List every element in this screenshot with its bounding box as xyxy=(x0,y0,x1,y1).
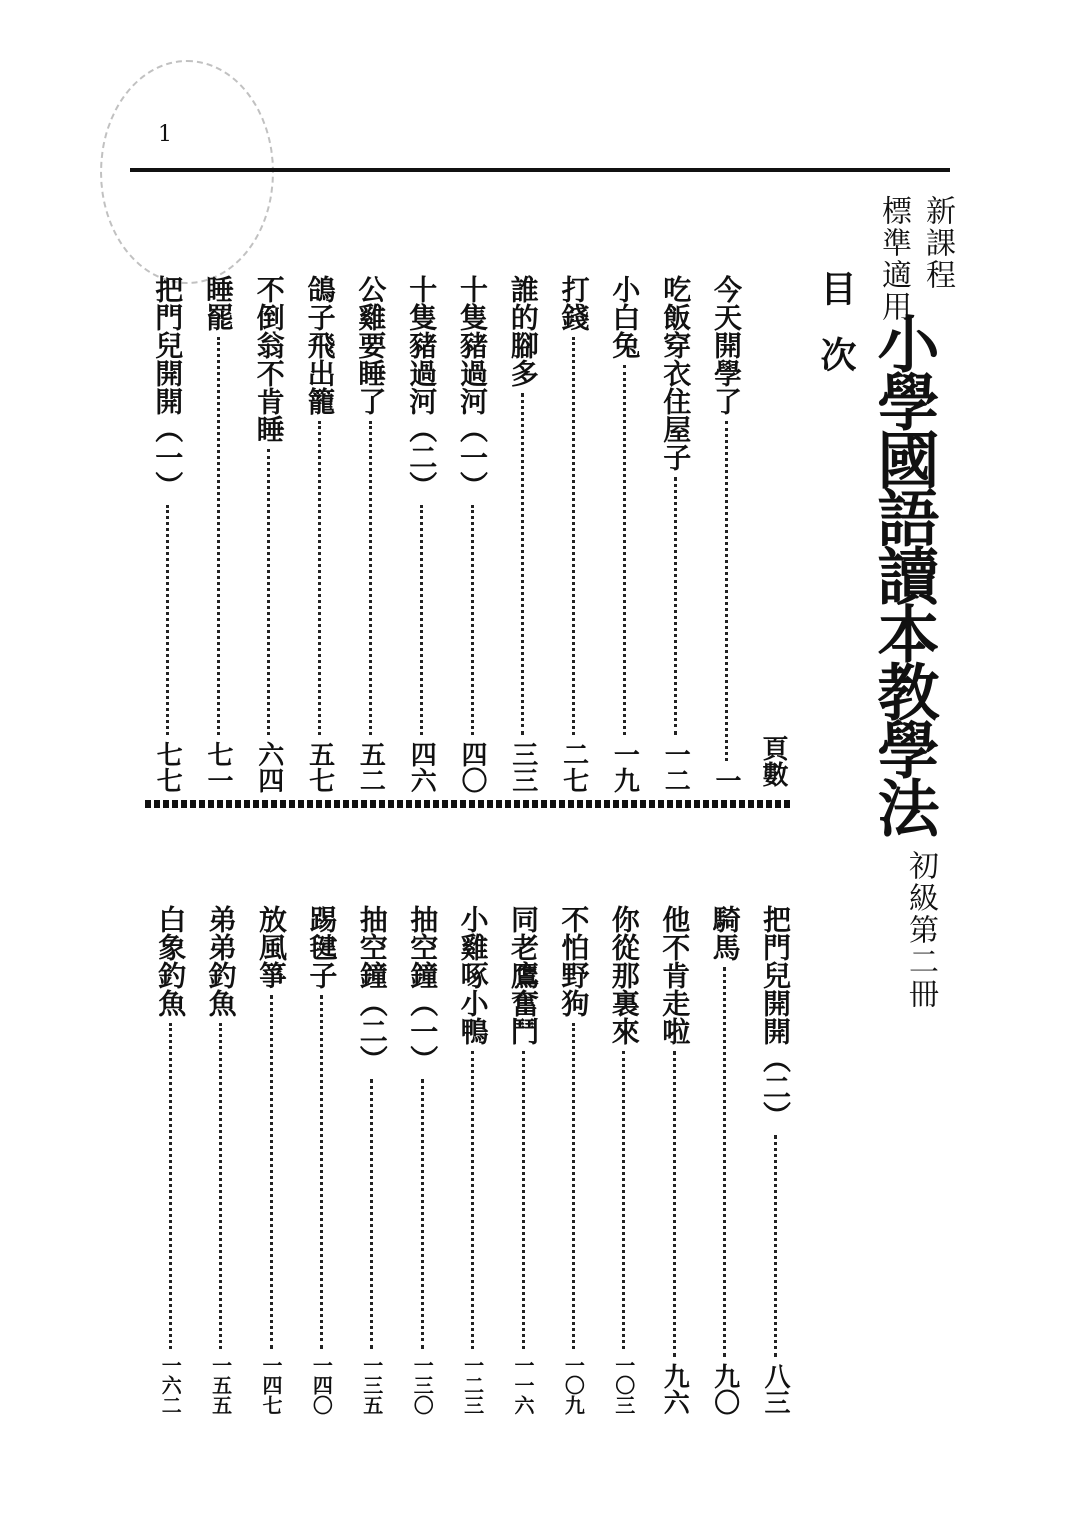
toc-entry xyxy=(654,905,694,1415)
dot-leader xyxy=(369,421,372,735)
top-rule xyxy=(130,168,950,172)
toc-entry-title: 騎馬 xyxy=(708,905,742,961)
dot-leader xyxy=(522,1051,525,1349)
toc-entry-title: 把門兒開開（二） xyxy=(759,905,792,1129)
series-line-1: 新課程 xyxy=(920,195,955,291)
toc-entry xyxy=(401,275,441,793)
section-divider xyxy=(145,800,790,808)
toc-entry-title: 吃飯穿衣住屋子 xyxy=(659,275,693,471)
toc-entry-page: 五七 xyxy=(304,741,335,793)
toc-entry xyxy=(503,275,543,793)
toc-entry-title: 誰的腳多 xyxy=(506,275,540,387)
dot-leader xyxy=(774,1135,777,1357)
toc-entry-title: 抽空鐘（一） xyxy=(406,905,440,1073)
toc-entry-title: 今天開學了 xyxy=(710,275,743,415)
toc-entry-page: 九〇 xyxy=(709,1363,740,1415)
toc-entry-page: 二七 xyxy=(558,741,589,793)
dot-leader xyxy=(217,337,220,735)
toc-entry xyxy=(604,905,644,1415)
toc-entry-page: 一 xyxy=(711,767,741,793)
toc-entry-title: 同老鷹奮鬥 xyxy=(507,905,540,1045)
toc-entry-title: 白象釣魚 xyxy=(154,905,188,1017)
toc-entry-title: 十隻豬過河（一） xyxy=(456,275,489,499)
toc-entry xyxy=(402,905,442,1415)
toc-entry-title: 不倒翁不肯睡 xyxy=(252,275,286,443)
toc-entry-page: 六四 xyxy=(253,741,284,793)
toc-entry xyxy=(503,905,543,1415)
toc-entry-page: 一二三 xyxy=(460,1355,485,1415)
toc-entry-title: 公雞要睡了 xyxy=(354,275,388,415)
toc-entry-page: 一九 xyxy=(609,741,640,793)
toc-entry xyxy=(705,905,745,1415)
book-title: 小學國語讀本教學法 xyxy=(867,312,940,834)
toc-entry-page: 七七 xyxy=(152,741,183,793)
dot-leader xyxy=(370,1079,373,1349)
page-column-heading: 頁數 xyxy=(758,735,788,787)
toc-entry-title: 他不肯走啦 xyxy=(658,905,692,1045)
toc-entry-page: 一四〇 xyxy=(309,1355,334,1415)
toc-entry-page: 四〇 xyxy=(457,741,487,793)
toc-entry xyxy=(755,905,795,1415)
toc-entry xyxy=(352,905,392,1415)
dot-leader xyxy=(572,337,575,735)
dot-leader xyxy=(623,365,626,735)
contents-heading: 目次 xyxy=(815,270,857,402)
toc-entry xyxy=(150,905,190,1415)
toc-entry-page: 一二 xyxy=(660,741,691,793)
toc-entry-page: 五二 xyxy=(355,741,386,793)
toc-entry-title: 睡罷 xyxy=(202,275,235,331)
dot-leader xyxy=(723,967,726,1357)
toc-entry-page: 一一六 xyxy=(511,1355,535,1415)
dot-leader xyxy=(674,477,677,735)
library-stamp xyxy=(100,60,274,284)
dot-leader xyxy=(219,1023,222,1349)
toc-entry-page: 一〇三 xyxy=(611,1355,636,1415)
toc-entry xyxy=(201,905,241,1415)
toc-entry-title: 踢毽子 xyxy=(305,905,339,989)
toc-entry xyxy=(604,275,644,793)
toc-entry-title: 把門兒開開（一） xyxy=(151,275,185,499)
toc-entry-title: 弟弟釣魚 xyxy=(204,905,238,1017)
toc-entry xyxy=(553,905,593,1415)
toc-entry-title: 打錢 xyxy=(557,275,591,331)
page-mark: 1 xyxy=(158,122,172,147)
dot-leader xyxy=(169,1023,172,1349)
toc-entry-page: 一五五 xyxy=(208,1355,233,1415)
dot-leader xyxy=(318,421,321,735)
toc-entry-page: 八三 xyxy=(760,1363,790,1415)
toc-entry xyxy=(301,905,341,1415)
toc-entry-page: 九六 xyxy=(659,1363,690,1415)
toc-entry-page: 七一 xyxy=(203,741,233,793)
toc-entry-page: 一四七 xyxy=(259,1355,283,1415)
toc-entry-title: 抽空鐘（二） xyxy=(355,905,389,1073)
dot-leader xyxy=(421,1079,424,1349)
dot-leader xyxy=(420,505,423,735)
toc-entry xyxy=(147,275,187,793)
toc-entry-page: 一〇九 xyxy=(561,1355,586,1415)
toc-entry-page: 四六 xyxy=(406,741,437,793)
toc-entry-title: 小雞啄小鴨 xyxy=(456,905,490,1045)
toc-entry-page: 一三〇 xyxy=(410,1355,435,1415)
toc-entry xyxy=(452,275,492,793)
toc-entry xyxy=(655,275,695,793)
dot-leader xyxy=(471,1051,474,1349)
toc-entry-page: 一六二 xyxy=(158,1355,183,1415)
dot-leader xyxy=(320,995,323,1349)
toc-entry xyxy=(453,905,493,1415)
dot-leader xyxy=(521,393,524,735)
toc-entry xyxy=(249,275,289,793)
dot-leader xyxy=(622,1051,625,1349)
dot-leader xyxy=(166,505,169,735)
toc-entry xyxy=(251,905,291,1415)
volume-label: 初級第二冊 xyxy=(903,850,938,1010)
dot-leader xyxy=(673,1051,676,1357)
toc-entry-page: 三三 xyxy=(507,741,538,793)
dot-leader xyxy=(267,449,270,735)
toc-entry-page: 一三五 xyxy=(359,1355,384,1415)
toc-entry xyxy=(198,275,238,793)
toc-entry-title: 小白兔 xyxy=(608,275,642,359)
toc-entry xyxy=(300,275,340,793)
toc-entry-title: 不怕野狗 xyxy=(557,905,591,1017)
dot-leader xyxy=(270,995,273,1349)
series-line-2: 標準適用 xyxy=(876,195,911,323)
dot-leader xyxy=(725,421,728,761)
toc-entry xyxy=(350,275,390,793)
toc-entry-title: 鴿子飛出籠 xyxy=(303,275,337,415)
dot-leader xyxy=(572,1023,575,1349)
toc-entry xyxy=(554,275,594,793)
dot-leader xyxy=(471,505,474,735)
toc-entry xyxy=(706,275,746,793)
toc-entry-title: 你從那裏來 xyxy=(607,905,641,1045)
toc-entry-title: 十隻豬過河（二） xyxy=(405,275,439,499)
toc-entry-title: 放風箏 xyxy=(255,905,288,989)
